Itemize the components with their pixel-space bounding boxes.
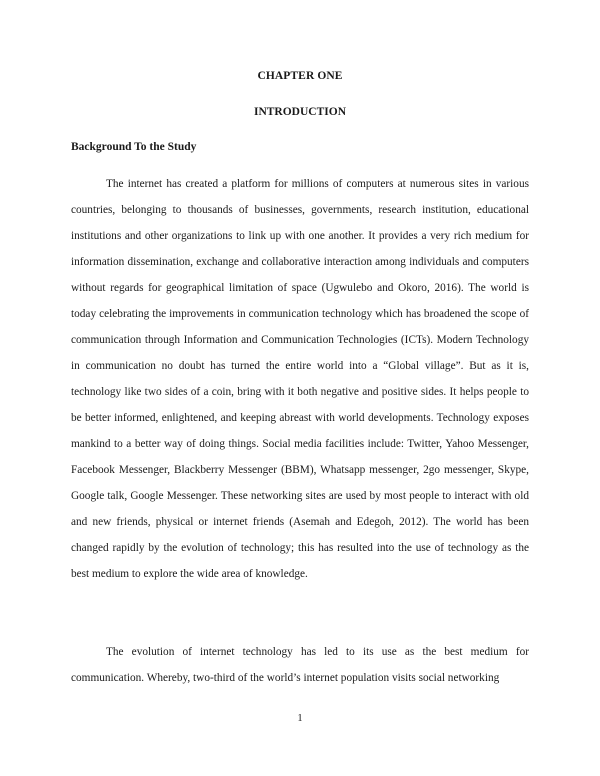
body-paragraph-1: The internet has created a platform for millions of computers at numerous sites in various countries, belonging to thousands of businesses, governments, research institution, educational institutions and other organizations to link up with one another. It provides a very rich medium for information dissemination, exchange and collaborative interaction among individuals and computers without regards for geographical limitation of space (Ugwulebo and Okoro, 2016). The world is today celebrating the improvements in communication technology which has broadened the scope of communication through Information and Communication Technologies (ICTs). Modern Technology in communication no doubt has turned the entire world into a “Global village”. But as it is, technology like two sides of a coin, bring with it both negative and positive sides. It helps people to be better informed, enlightened, and keeping abreast with world developments. Technology exposes mankind to a better way of doing things. Social media facilities include: Twitter, Yahoo Messenger, Facebook Messenger, Blackberry Messenger (BBM), Whatsapp messenger, 2go messenger, Skype, Google talk, Google Messenger. These networking sites are used by most people to interact with old and new friends, physical or internet friends (Asemah and Edegoh, 2012). The world has been changed rapidly by the evolution of technology; this has resulted into the use of technology as the best medium to explore the wide area of knowledge.: [71, 178, 529, 580]
chapter-title: INTRODUCTION: [253, 106, 346, 118]
body-paragraph-2: The evolution of internet technology has led to its use as the best medium for communication. Whereby, two-third of the world’s internet population visits social networking: [71, 646, 529, 684]
section-heading: Background To the Study: [71, 141, 197, 153]
page-number: 1: [297, 713, 303, 724]
chapter-label: CHAPTER ONE: [257, 70, 343, 82]
